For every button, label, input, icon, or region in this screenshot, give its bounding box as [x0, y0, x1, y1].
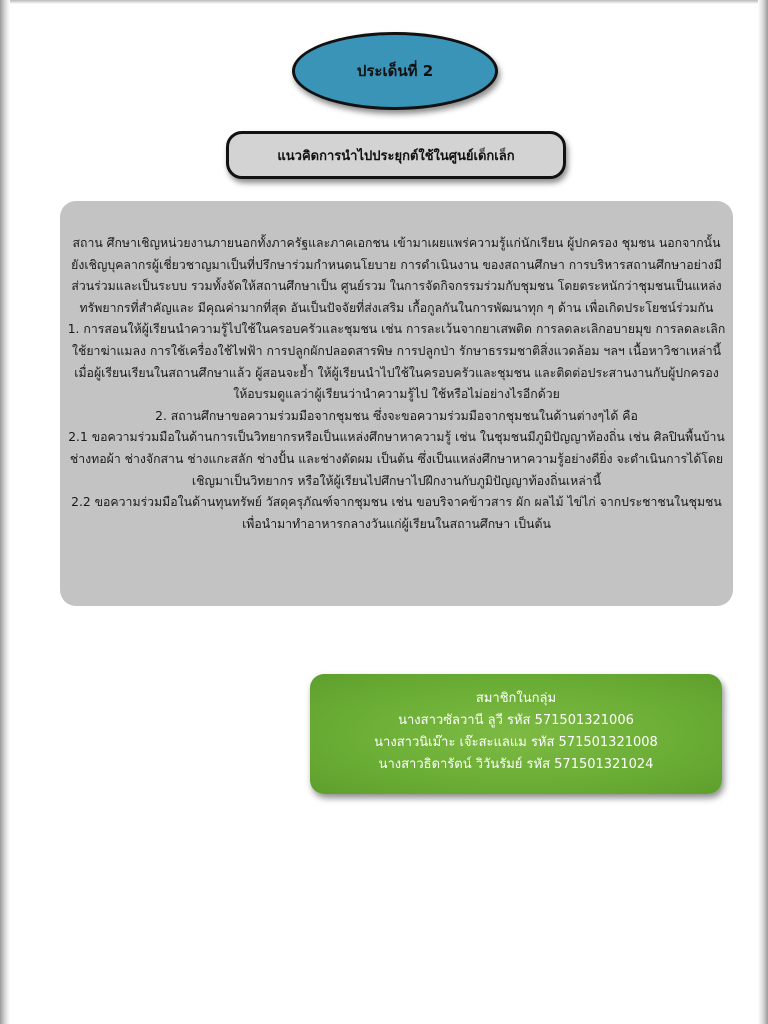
member-box — [310, 674, 722, 794]
member-item: นางสาวนิเม๊าะ เจ๊ะสะแลแม รหัส 571501321008 — [374, 735, 658, 750]
content-item-2-1: 2.1 ขอความร่วมมือในด้านการเป็นวิทยากรหรือเป็นแหล่งศึกษาหาความรู้ เช่น ในชุมชนมีภูมิปัญญาท้องถิ่น เช่น ศิลปินพื้นบ้าน ช่างทอผ้า ช่างจักสาน ช่างแกะสลัก ช่างปั้น และช่างตัดผม เป็นต้น ซึ่งเป็นแหล่งศึกษาหาความรู้อย่างดียิ่ง จะดำเนินการได้โดยเชิญมาเป็นวิทยากร หรือให้ผู้เรียนไปศึกษาไปฝึกงานกับภูมิปัญญาท้องถิ่นเหล่านี้ — [68, 430, 725, 488]
content-box — [60, 201, 733, 606]
page-subtitle: แนวคิดการนำไปประยุกต์ใช้ในศูนย์เด็กเล็ก — [277, 148, 515, 164]
member-heading: สมาชิกในกลุ่ม — [475, 691, 557, 706]
title-oval — [292, 32, 498, 110]
page-title: ประเด็นที่ 2 — [356, 62, 434, 80]
page-right-edge — [758, 0, 768, 1024]
content-item-2-2: 2.2 ขอความร่วมมือในด้านทุนทรัพย์ วัสดุครุภัณฑ์จากชุมชน เช่น ขอบริจาคข้าวสาร ผัก ผลไม้ ไข่ไก่ จากประชาชนในชุมชนเพื่อนำมาทำอาหารกลางวันแก่ผู้เรียนในสถานศึกษา เป็นต้น — [71, 495, 722, 531]
content-item-1: 1. การสอนให้ผู้เรียนนำความรู้ไปใช้ในครอบครัวและชุมชน เช่น การละเว้นจากยาเสพติด การลดละเลิกอบายมุข การลดละเลิก ใช้ยาฆ่าแมลง การใช้เครื่องใช้ไฟฟ้า การปลูกผักปลอดสารพิษ การปลูกป่า รักษาธรรมชาติสิ่งแวดล้อม ฯลฯ เนื้อหาวิชาเหล่านี้เมื่อผู้เรียนเรียนในสถานศึกษาแล้ว ผู้สอนจะย้ำ ให้ผู้เรียนนำไปใช้ในครอบครัวและชุมชน และติดต่อประสานงานกับผู้ปกครอง ให้อบรมดูแลว่าผู้เรียนว่านำความรู้ไป ใช้หรือไม่อย่างไรอีกด้วย — [67, 322, 726, 402]
page-top-edge — [0, 0, 768, 4]
content-item-2: 2. สถานศึกษาขอความร่วมมือจากชุมชน ซึ่งจะขอความร่วมมือจากชุมชนในด้านต่างๆได้ คือ — [155, 408, 638, 423]
subtitle-box — [226, 131, 566, 179]
content-intro: สถาน ศึกษาเชิญหน่วยงานภายนอกทั้งภาครัฐและภาคเอกชน เข้ามาเผยแพร่ความรู้แก่นักเรียน ผู้ปกครอง ชุมชน นอกจากนั้นยังเชิญบุคลากรผู้เชี่ยวชาญมาเป็นที่ปรึกษาร่วมกำหนดนโยบาย การดำเนินงาน ของสถานศึกษา การบริหารสถานศึกษาอย่างมีส่วนร่วมและเป็นระบบ รวมทั้งจัดให้สถานศึกษาเป็น ศูนย์รวม ในการจัดกิจกรรมร่วมกับชุมชน โดยตระหนักว่าชุมชนเป็นแหล่งทรัพยากรที่สำคัญและ มีคุณค่ามากที่สุด อันเป็นปัจจัยที่ส่งเสริม เกื้อกูลกันในการพัฒนาทุก ๆ ด้าน เพื่อเกิดประโยชน์ร่วมกัน — [71, 236, 722, 315]
member-item: นางสาวธิดารัตน์ วิวันรัมย์ รหัส 571501321024 — [378, 757, 654, 772]
member-item: นางสาวซัลวานี ลูวี รหัส 571501321006 — [398, 713, 634, 728]
page-left-edge — [0, 0, 10, 1024]
